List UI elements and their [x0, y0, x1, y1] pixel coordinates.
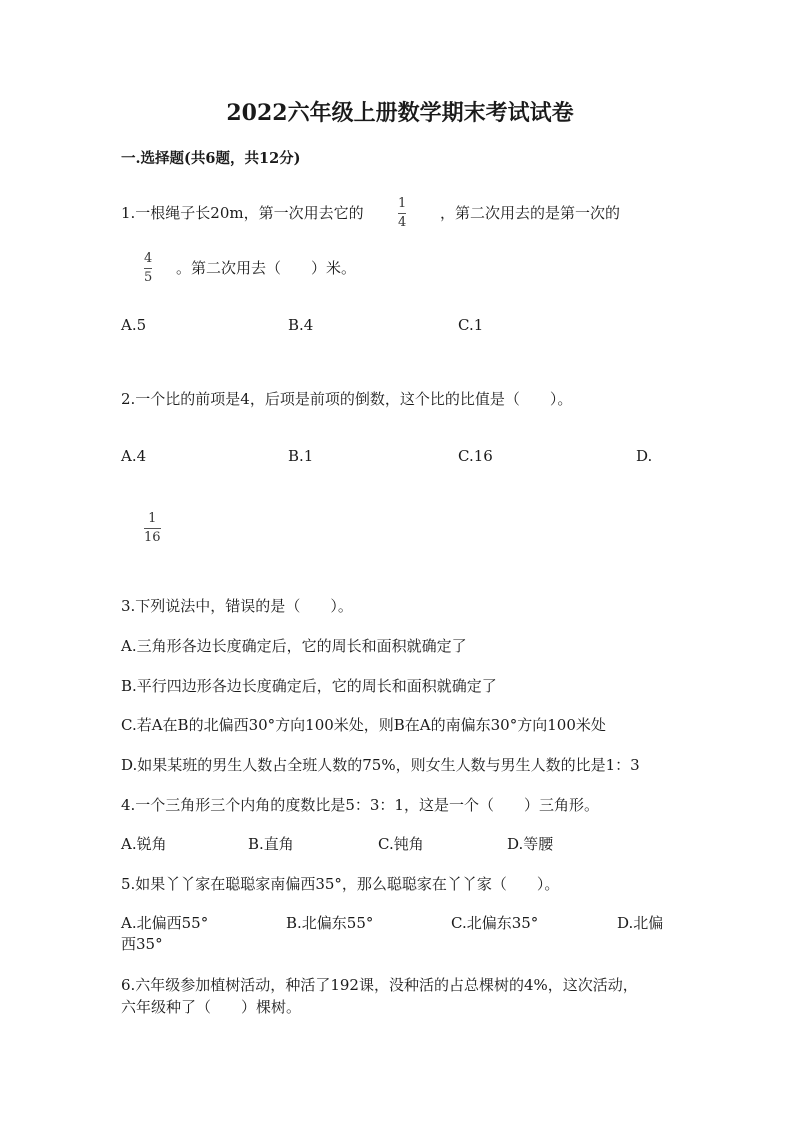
q2-text: 2.一个比的前项是4，后项是前项的倒数，这个比的比值是（ ）。 — [121, 390, 573, 408]
q1-fraction-1-denominator: 4 — [398, 215, 407, 231]
q5-option-c: C.北偏东35° — [451, 914, 539, 932]
q5-text: 5.如果丫丫家在聪聪家南偏西35°，那么聪聪家在丫丫家（ ）。 — [121, 875, 560, 893]
q1-fraction-1-numerator: 1 — [398, 196, 407, 211]
q6-text-line-1: 6.六年级参加植树活动，种活了192课，没种活的占总棵树的4%，这次活动， — [121, 976, 638, 994]
q2-option-d-fraction — [144, 512, 161, 546]
q2-option-a: A.4 — [121, 447, 147, 465]
q1-option-a: A.5 — [121, 316, 147, 334]
q3-option-a: A.三角形各边长度确定后，它的周长和面积就确定了 — [121, 637, 467, 655]
q1-option-c: C.1 — [458, 316, 484, 334]
q3-option-c: C.若A在B的北偏西30°方向100米处，则B在A的南偏东30°方向100米处 — [121, 716, 606, 734]
page-title: 2022六年级上册数学期末考试试卷 — [226, 100, 574, 126]
q1-fraction-2 — [144, 252, 152, 286]
q5-option-a: A.北偏西55° — [121, 914, 209, 932]
q2-fraction-numerator: 1 — [148, 511, 157, 526]
q3-option-b: B.平行四边形各边长度确定后，它的周长和面积就确定了 — [121, 677, 497, 695]
q1-option-b: B.4 — [288, 316, 314, 334]
q1-fraction-2-denominator: 5 — [144, 270, 153, 286]
q4-text: 4.一个三角形三个内角的度数比是5：3：1，这是一个（ ）三角形。 — [121, 796, 599, 814]
q2-option-b: B.1 — [288, 447, 314, 465]
fraction-bar — [398, 213, 406, 214]
q5-option-b: B.北偏东55° — [286, 914, 374, 932]
q2-fraction-denominator: 16 — [144, 530, 161, 546]
q1-fraction-2-numerator: 4 — [144, 251, 153, 266]
q1-fraction-1 — [398, 197, 406, 231]
q3-text: 3.下列说法中，错误的是（ ）。 — [121, 597, 353, 615]
fraction-bar — [144, 528, 161, 529]
q1-text-c: 。第二次用去（ ）米。 — [176, 259, 357, 277]
q6-text-line-2: 六年级种了（ ）棵树。 — [121, 998, 302, 1016]
q2-option-c: C.16 — [458, 447, 493, 465]
q4-option-b: B.直角 — [248, 835, 294, 853]
q4-option-d: D.等腰 — [507, 835, 554, 853]
q3-option-d: D.如果某班的男生人数占全班人数的75%，则女生人数与男生人数的比是1：3 — [121, 756, 640, 774]
q1-text-b: ，第二次用去的是第一次的 — [440, 204, 621, 222]
section-heading: 一.选择题(共6题，共12分) — [121, 150, 301, 167]
q1-text-a: 1.一根绳子长20m，第一次用去它的 — [121, 204, 364, 222]
q5-option-d-wrap: 西35° — [121, 935, 163, 953]
q5-option-d: D.北偏 — [617, 914, 664, 932]
q4-option-c: C.钝角 — [378, 835, 424, 853]
q4-option-a: A.锐角 — [121, 835, 167, 853]
q2-option-d: D. — [636, 447, 653, 465]
fraction-bar — [144, 268, 152, 269]
